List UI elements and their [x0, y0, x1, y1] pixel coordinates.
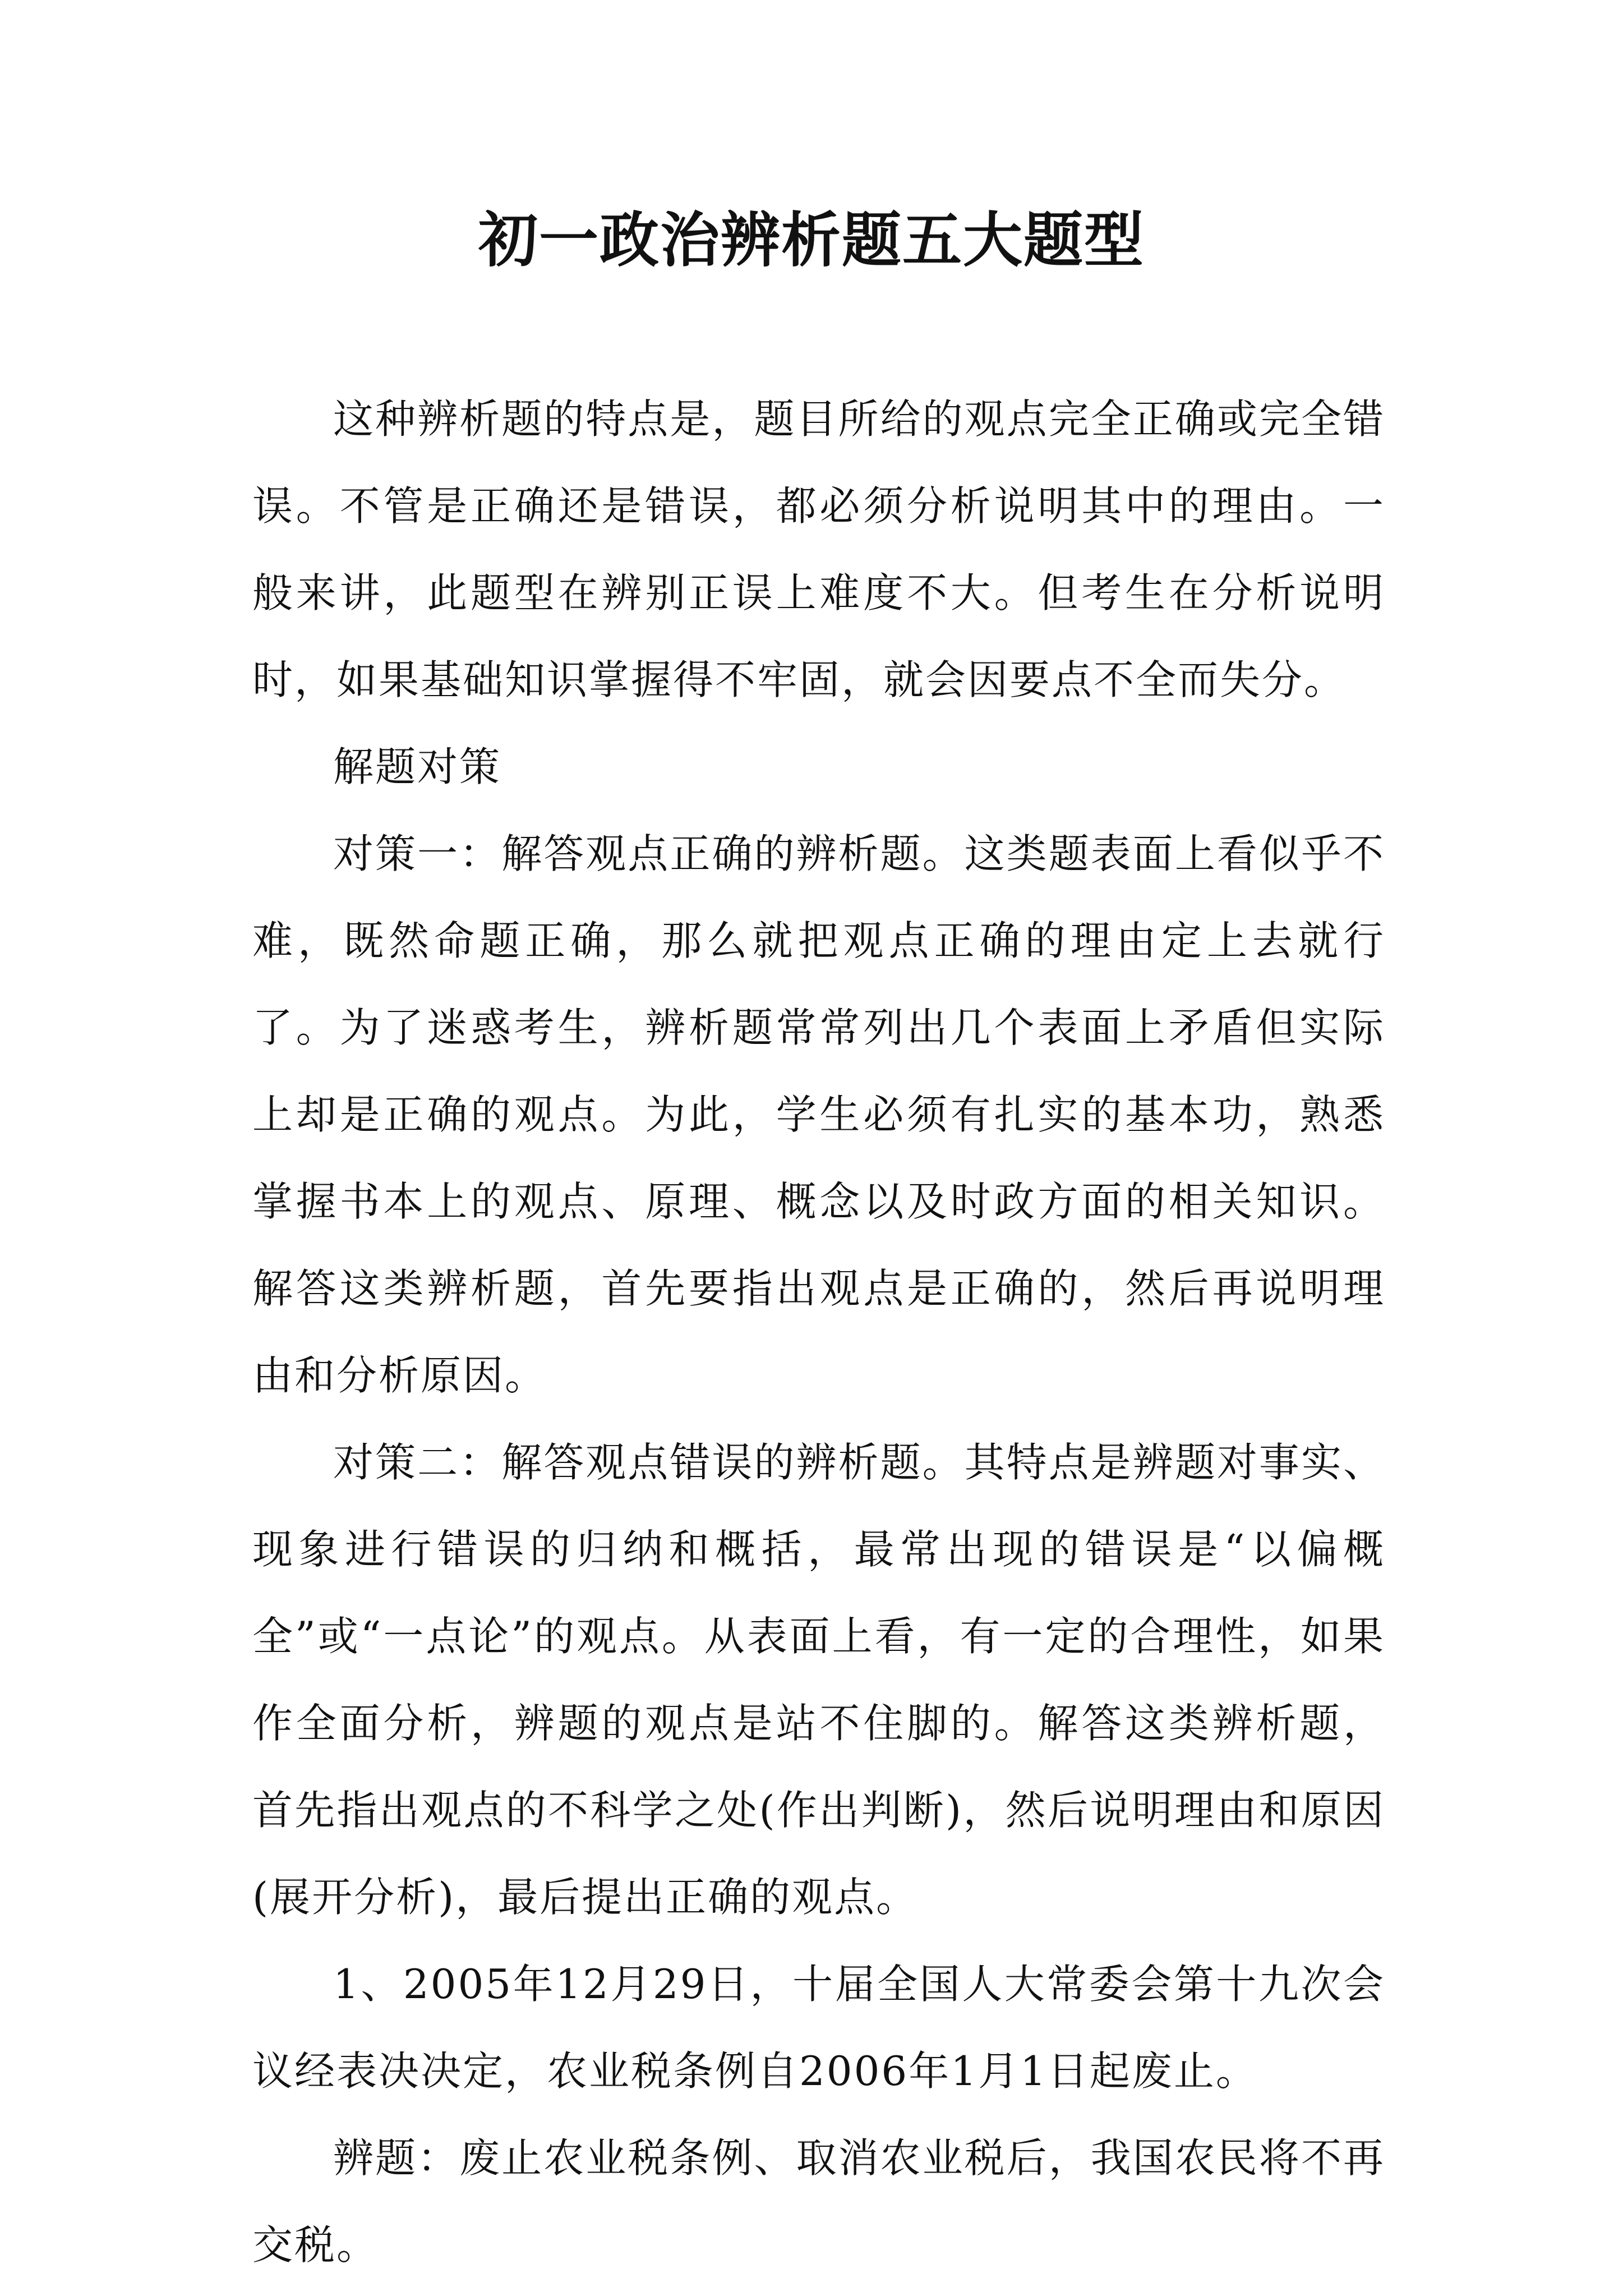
document-title: 初一政治辨析题五大题型: [478, 205, 1145, 275]
document-body: [252, 376, 1385, 2289]
paragraph-example-one: 1、2005年12月29日，十届全国人大常委会第十九次会议经表决决定，农业税条例自2006年1月1日起废止。: [252, 1961, 1385, 2095]
paragraph-heading-strategies: 解题对策: [333, 743, 502, 790]
paragraph-strategy-two: 对策二：解答观点错误的辨析题。其特点是辨题对事实、现象进行错误的归纳和概括，最常出现的错误是“以偏概全”或“一点论”的观点。从表面上看，有一定的合理性，如果作全面分析，辨题的观点是站不住脚的。解答这类辨析题，首先指出观点的不科学之处(作出判断)，然后说明理由和原因(展开分析)，最后提出正确的观点。: [252, 1439, 1385, 1921]
paragraph-intro: 这种辨析题的特点是，题目所给的观点完全正确或完全错误。不管是正确还是错误，都必须分析说明其中的理由。一般来讲，此题型在辨别正误上难度不大。但考生在分析说明时，如果基础知识掌握得不牢固，就会因要点不全而失分。: [252, 395, 1385, 703]
paragraph-discussion-question: 辨题：废止农业税条例、取消农业税后，我国农民将不再交税。: [252, 2134, 1385, 2269]
paragraph-strategy-one: 对策一：解答观点正确的辨析题。这类题表面上看似乎不难，既然命题正确，那么就把观点正确的理由定上去就行了。为了迷惑考生，辨析题常常列出几个表面上矛盾但实际上却是正确的观点。为此，学生必须有扎实的基本功，熟悉掌握书本上的观点、原理、概念以及时政方面的相关知识。解答这类辨析题，首先要指出观点是正确的，然后再说明理由和分析原因。: [252, 830, 1385, 1399]
